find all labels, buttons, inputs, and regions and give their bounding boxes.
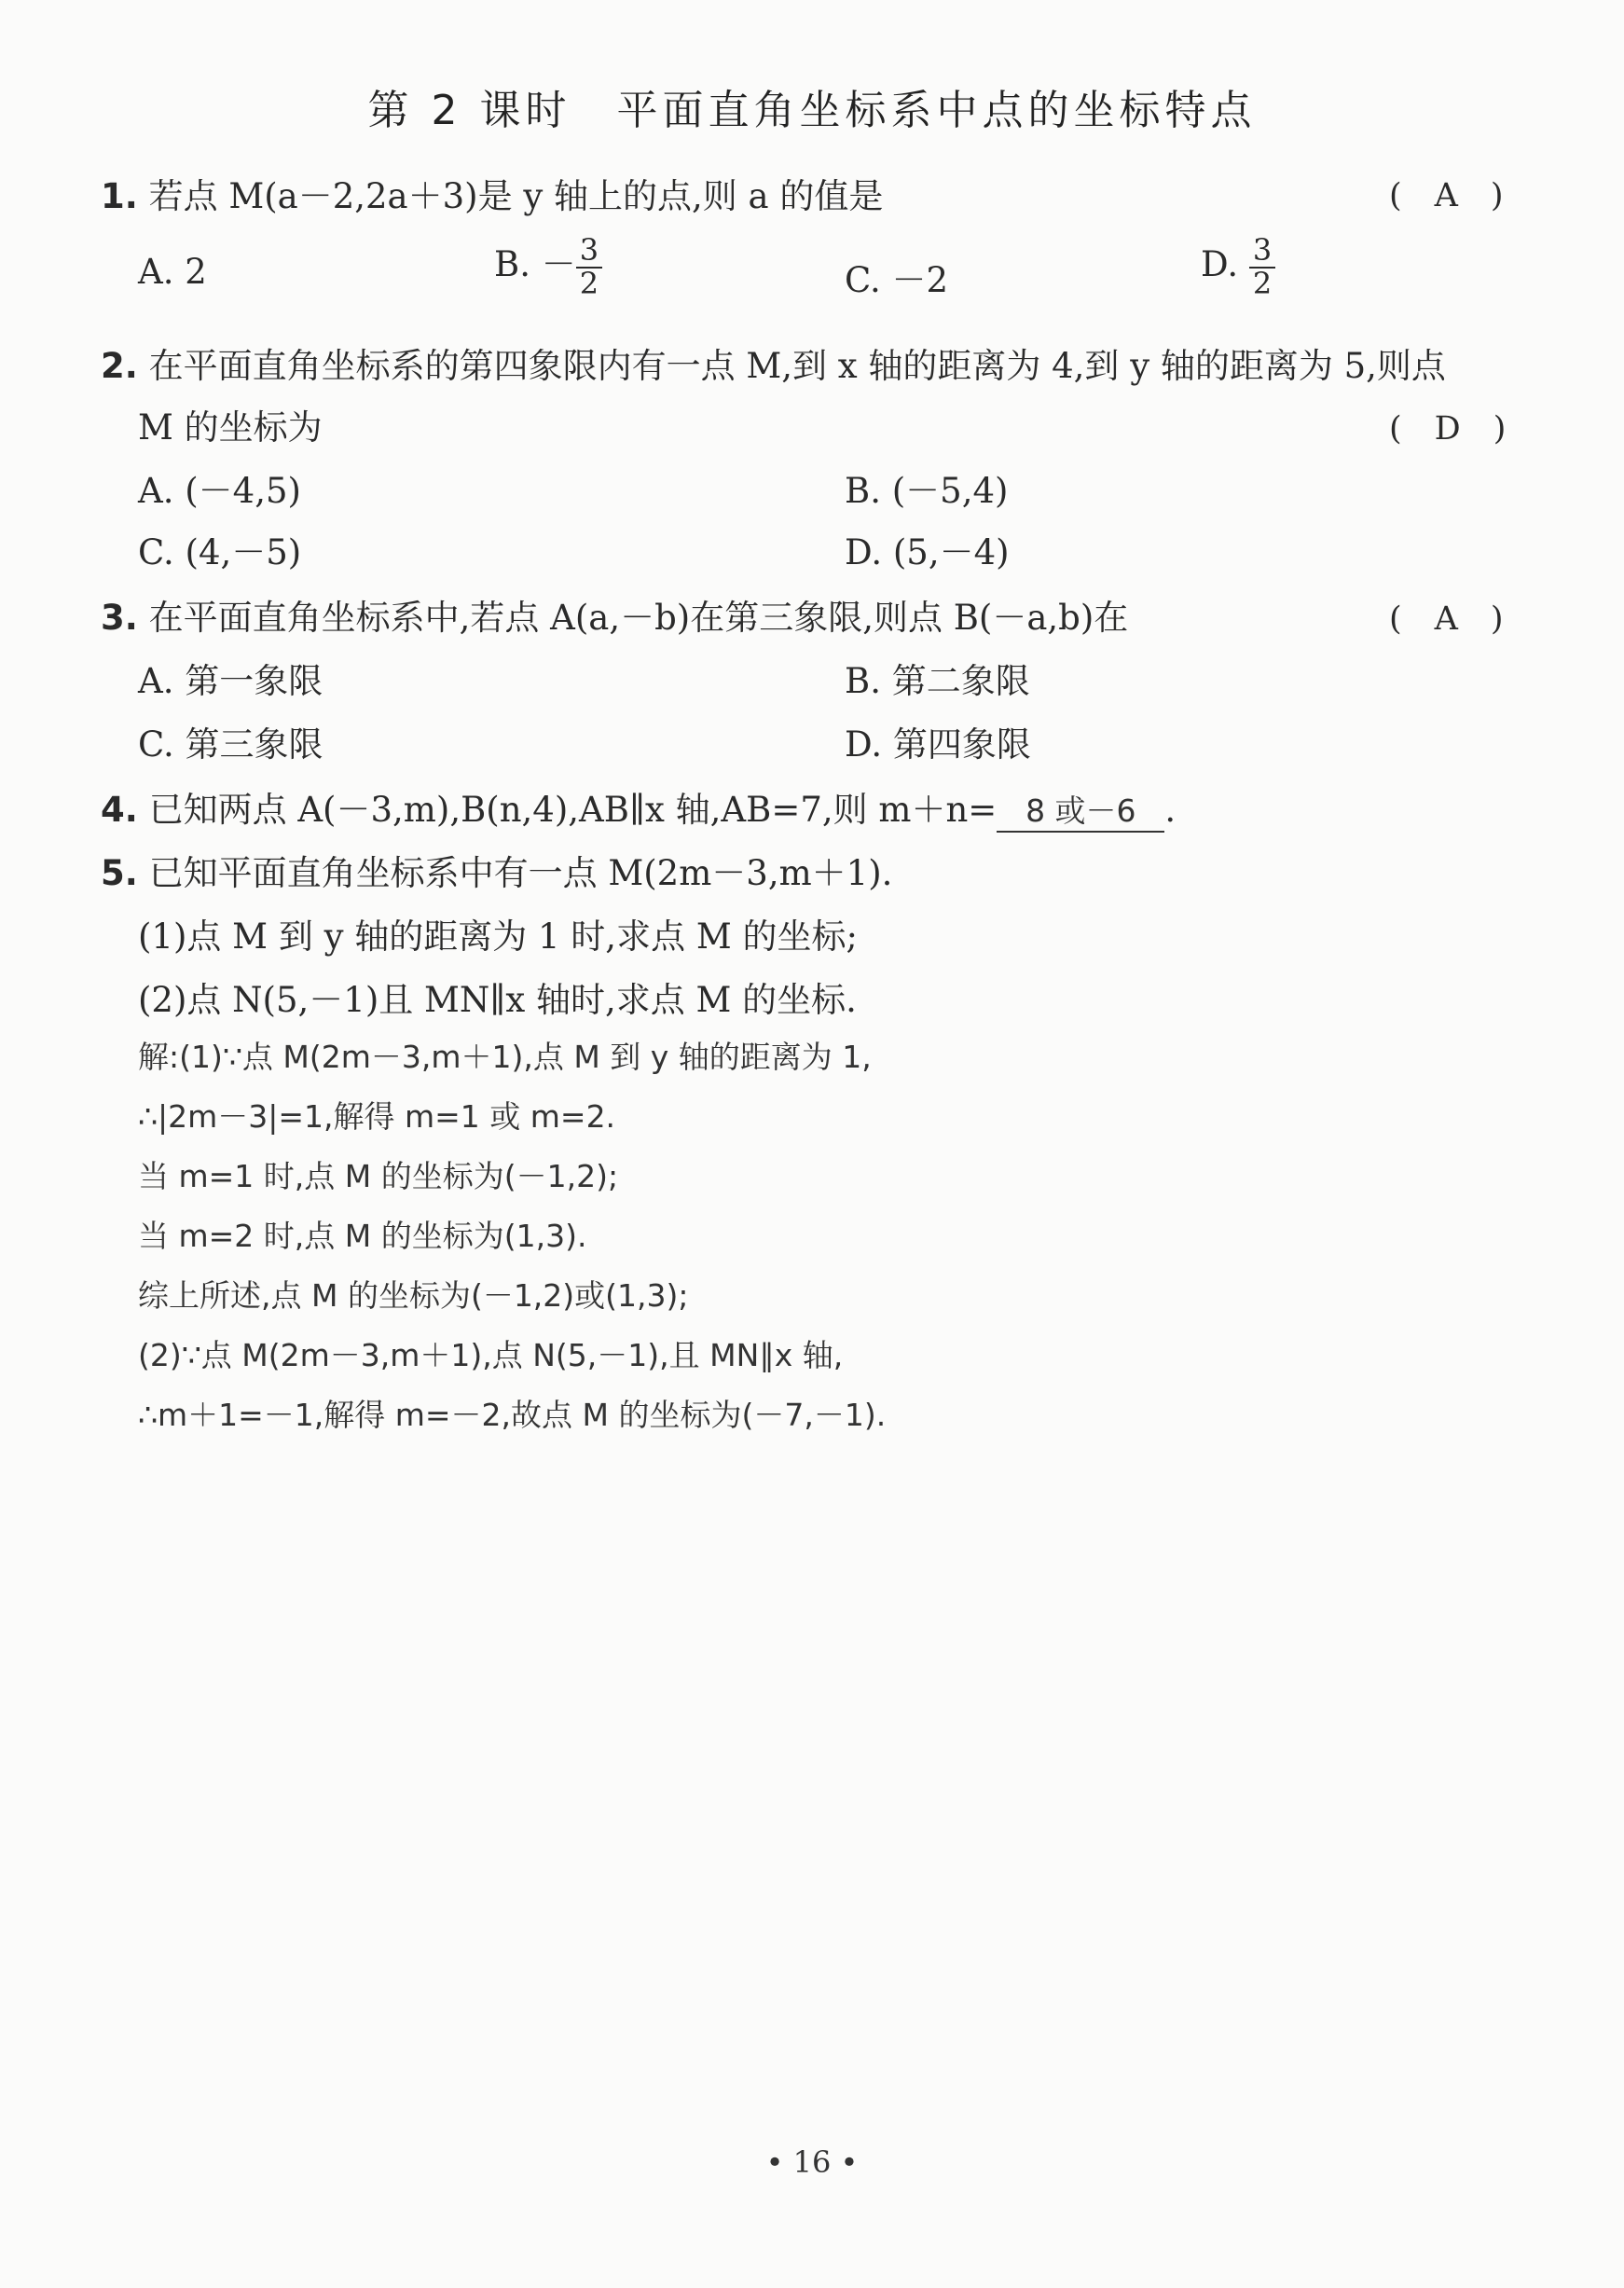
option-d: [1201, 232, 1275, 301]
fraction: [576, 232, 602, 301]
page-number: • 16 •: [765, 2144, 859, 2180]
fraction-numerator: 3: [576, 235, 602, 269]
question-4: [101, 781, 1176, 833]
solution-line: 解:(1)∵点 M(2m－3,m＋1),点 M 到 y 轴的距离为 1,: [138, 1039, 872, 1075]
question-text: 在平面直角坐标系的第四象限内有一点 M,到 x 轴的距离为 4,到 y 轴的距离为 5,则点: [148, 346, 1446, 386]
question-text: 已知平面直角坐标系中有一点 M(2m－3,m＋1).: [148, 853, 893, 893]
question-number: 4.: [101, 790, 138, 830]
question-text: 已知两点 A(－3,m),B(n,4),AB∥x 轴,AB=7,则 m＋n=: [148, 790, 998, 830]
option-d-prefix: D.: [1201, 244, 1249, 285]
question-end: .: [1164, 790, 1177, 830]
option-b: B. (－5,4): [845, 471, 1009, 511]
question-number: 1.: [101, 176, 138, 216]
question-5-part-2: (2)点 N(5,－1)且 MN∥x 轴时,求点 M 的坐标.: [138, 980, 857, 1020]
question-1: [101, 168, 883, 218]
option-c: C. (4,－5): [138, 532, 302, 572]
option-a: A. 2: [138, 252, 207, 292]
question-number: 5.: [101, 853, 138, 893]
question-number: 2.: [101, 346, 138, 386]
question-5: [101, 845, 892, 895]
option-d: D. 第四象限: [845, 724, 1031, 765]
option-c: C. －2: [845, 260, 949, 300]
solution-line: 当 m=2 时,点 M 的坐标为(1,3).: [138, 1218, 587, 1254]
solution-line: (2)∵点 M(2m－3,m＋1),点 N(5,－1),且 MN∥x 轴,: [138, 1337, 844, 1373]
question-5-part-1: (1)点 M 到 y 轴的距离为 1 时,求点 M 的坐标;: [138, 917, 858, 957]
solution-line: 综上所述,点 M 的坐标为(－1,2)或(1,3);: [138, 1277, 689, 1314]
fraction-denominator: 2: [579, 265, 599, 301]
option-a: A. (－4,5): [138, 471, 301, 511]
question-3: [101, 589, 1128, 640]
solution-line: ∴|2m－3|=1,解得 m=1 或 m=2.: [138, 1098, 616, 1135]
solution-line: 当 m=1 时,点 M 的坐标为(－1,2);: [138, 1158, 619, 1194]
option-d: D. (5,－4): [845, 532, 1010, 572]
option-c: C. 第三象限: [138, 724, 323, 765]
option-b-prefix: B. －: [494, 244, 576, 285]
question-number: 3.: [101, 598, 138, 638]
fraction-denominator: 2: [1252, 265, 1273, 301]
question-2: [101, 338, 1446, 388]
answer-q2: ( D ): [1389, 410, 1507, 448]
fraction: [1249, 232, 1275, 301]
question-text: 若点 M(a－2,2a＋3)是 y 轴上的点,则 a 的值是: [148, 176, 884, 216]
question-text: 在平面直角坐标系中,若点 A(a,－b)在第三象限,则点 B(－a,b)在: [148, 598, 1129, 638]
answer-q3: ( A ): [1389, 600, 1504, 638]
answer-q1: ( A ): [1389, 177, 1504, 214]
fraction-numerator: 3: [1249, 235, 1275, 269]
question-2-cont: M 的坐标为: [138, 407, 323, 448]
answer-blank: 8 或－6: [997, 787, 1164, 833]
option-a: A. 第一象限: [138, 661, 323, 701]
solution-line: ∴m＋1=－1,解得 m=－2,故点 M 的坐标为(－7,－1).: [138, 1397, 887, 1433]
option-b: [494, 232, 602, 301]
page-title: 第 2 课时 平面直角坐标系中点的坐标特点: [367, 87, 1257, 134]
option-b: B. 第二象限: [845, 661, 1030, 701]
